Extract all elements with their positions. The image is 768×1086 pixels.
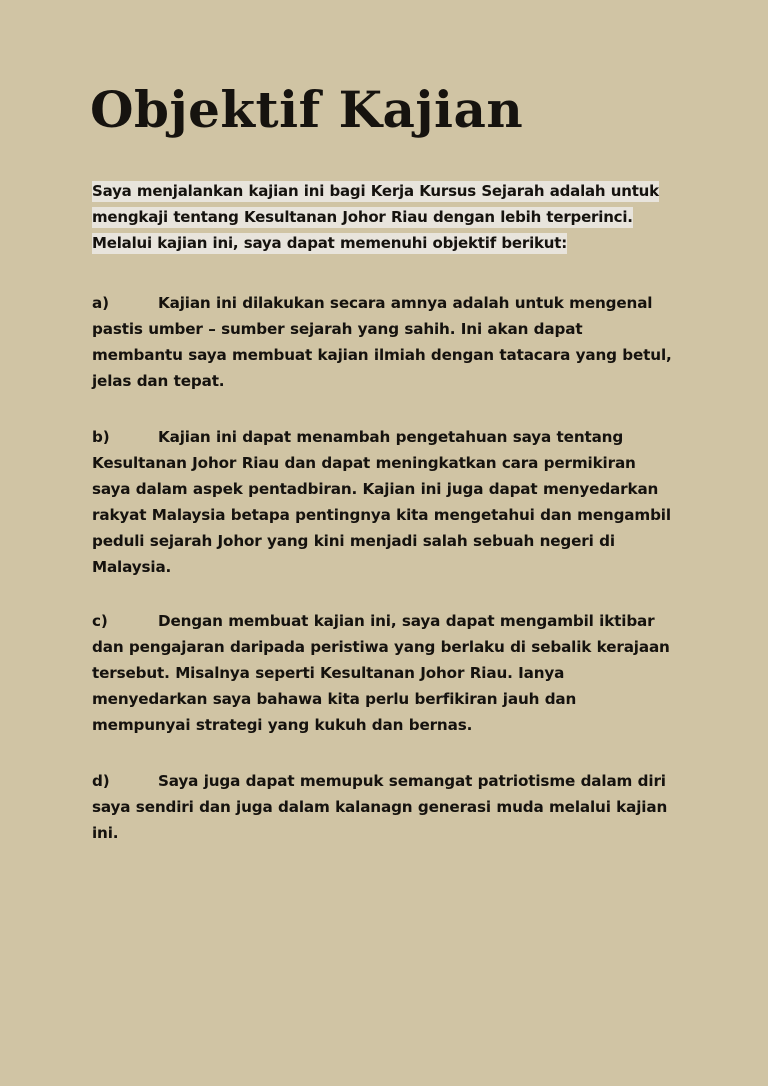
item-marker-a: a): [92, 294, 109, 312]
objective-item-c: [92, 608, 678, 738]
objective-item-a: [92, 290, 678, 394]
page-title: Objektif Kajian: [90, 80, 524, 139]
objective-item-b: [92, 424, 678, 580]
item-marker-b: b): [92, 428, 110, 446]
item-marker-c: c): [92, 612, 108, 630]
intro-line-1: Saya menjalankan kajian ini bagi Kerja Kursus Sejarah adalah untuk: [92, 182, 659, 200]
item-text-a: Kajian ini dilakukan secara amnya adalah untuk mengenal pastis umber – sumber sejarah yang sahih. Ini akan dapat membantu saya membuat kajian ilmiah dengan tatacara yang betul, jelas dan tepat.: [92, 294, 672, 390]
spacer: [92, 738, 678, 768]
objective-item-d: [92, 768, 678, 846]
item-text-b: Kajian ini dapat menambah pengetahuan saya tentang Kesultanan Johor Riau dan dapat meningkatkan cara permikiran saya dalam aspek pentadbiran. Kajian ini juga dapat menyedarkan rakyat Malaysia betapa pentingnya kita mengetahui dan mengambil peduli sejarah Johor yang kini menjadi salah sebuah negeri di Malaysia.: [92, 428, 671, 576]
item-text-d: Saya juga dapat memupuk semangat patriotisme dalam diri saya sendiri dan juga dalam kalanagn generasi muda melalui kajian ini.: [92, 772, 668, 842]
intro-paragraph: [92, 178, 678, 256]
item-marker-d: d): [92, 772, 110, 790]
item-text-c: Dengan membuat kajian ini, saya dapat mengambil iktibar dan pengajaran daripada peristiwa yang berlaku di sebalik kerajaan tersebut. Misalnya seperti Kesultanan Johor Riau. Ianya menyedarkan saya bahawa kita perlu berfikiran jauh dan mempunyai strategi yang kukuh dan bernas.: [92, 612, 670, 734]
intro-line-3: Melalui kajian ini, saya dapat memenuhi objektif berikut:: [92, 234, 568, 252]
intro-line-2: mengkaji tentang Kesultanan Johor Riau dengan lebih terperinci.: [92, 208, 633, 226]
spacer: [92, 256, 678, 290]
spacer: [92, 394, 678, 424]
document-body: [92, 178, 678, 846]
spacer: [92, 580, 678, 608]
